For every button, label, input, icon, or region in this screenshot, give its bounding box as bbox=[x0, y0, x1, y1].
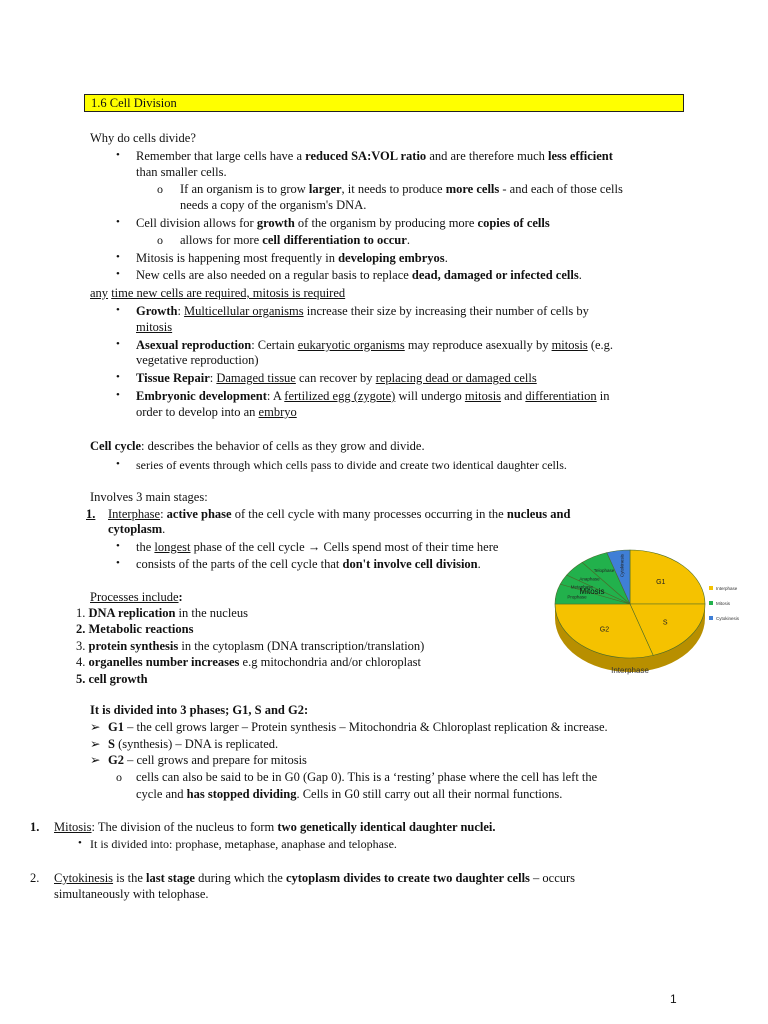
process-item: 1. DNA replication in the nucleus bbox=[76, 606, 248, 620]
bullet-dot: • bbox=[78, 837, 82, 849]
g0-line: cells can also be said to be in G0 (Gap 0). This is a ‘resting’ phase where the cell has left the bbox=[136, 770, 598, 784]
bullet-dot: • bbox=[116, 216, 120, 228]
bullet-dot: • bbox=[116, 557, 120, 569]
bullet-dot: • bbox=[116, 540, 120, 552]
pie-top bbox=[555, 550, 705, 658]
bullet-dot: • bbox=[116, 149, 120, 161]
process-item: 4. organelles number increases e.g mitochondria and/or chloroplast bbox=[76, 655, 421, 669]
involves-heading: Involves 3 main stages: bbox=[90, 490, 208, 504]
pie-group-label-interphase: Interphase bbox=[611, 666, 649, 675]
phase-line: S (synthesis) – DNA is replicated. bbox=[108, 737, 279, 751]
arrow-bullet-icon: ➢ bbox=[90, 720, 101, 734]
bullet-dot: • bbox=[116, 268, 120, 280]
pie-slice-label: G2 bbox=[599, 626, 610, 634]
legend-swatch bbox=[709, 586, 713, 590]
legend-label: Cytokinesis bbox=[716, 616, 740, 621]
bullet-line: New cells are also needed on a regular basis to replace dead, damaged or infected cells. bbox=[136, 268, 582, 282]
bullet-line: the longest phase of the cell cycle → Cells spend most of their time here bbox=[136, 540, 499, 554]
bullet-line: Cell division allows for growth of the organism by producing more copies of cells bbox=[136, 216, 550, 230]
bullet-line: vegetative reproduction) bbox=[136, 353, 259, 367]
bullet-line: Remember that large cells have a reduced SA:VOL ratio and are therefore much less efficient bbox=[136, 149, 613, 163]
pie-slice-label: Cytokinesis bbox=[619, 554, 625, 578]
bullet-line: Tissue Repair: Damaged tissue can recover by replacing dead or damaged cells bbox=[136, 371, 537, 385]
bullet-line: Asexual reproduction: Certain eukaryotic organisms may reproduce asexually by mitosis (e.g. bbox=[136, 338, 614, 352]
sub-bullet-line: allows for more cell differentiation to occur. bbox=[180, 233, 410, 247]
mitosis-line: Mitosis: The division of the nucleus to form two genetically identical daughter nuclei. bbox=[54, 820, 496, 834]
process-item: 5. cell growth bbox=[76, 672, 148, 686]
section-title: 1.6 Cell Division bbox=[91, 96, 177, 110]
pie-slice-label: G1 bbox=[656, 578, 666, 586]
interphase-line: Interphase: active phase of the cell cycle with many processes occurring in the nucleus and bbox=[108, 507, 571, 521]
bullet-line: Mitosis is happening most frequently in developing embryos. bbox=[136, 251, 448, 265]
process-item: 2. Metabolic reactions bbox=[76, 622, 194, 636]
legend-swatch bbox=[709, 601, 713, 605]
sub-bullet: o bbox=[157, 233, 163, 247]
bullet-dot: • bbox=[116, 338, 120, 350]
sub-bullet-line: needs a copy of the organism's DNA. bbox=[180, 198, 367, 212]
phase-line: G1 – the cell grows larger – Protein synthesis – Mitochondria & Chloroplast replication & increase. bbox=[108, 720, 608, 734]
sub-bullet-line: If an organism is to grow larger, it needs to produce more cells - and each of those cells bbox=[180, 182, 623, 196]
legend-swatch bbox=[709, 616, 713, 620]
interphase-line: cytoplasm. bbox=[108, 522, 166, 536]
bullet-line: mitosis bbox=[136, 320, 173, 334]
phases-heading: It is divided into 3 phases; G1, S and G2: bbox=[90, 703, 309, 717]
phase-line: G2 – cell grows and prepare for mitosis bbox=[108, 753, 307, 767]
pie-slice-label: Anaphase bbox=[579, 576, 600, 582]
why-heading: Why do cells divide? bbox=[90, 131, 196, 145]
cell-cycle-pie-chart bbox=[548, 532, 744, 682]
pie-slice-label: S bbox=[662, 619, 668, 627]
sub-bullet: o bbox=[157, 182, 163, 196]
bullet-line: It is divided into: prophase, metaphase, anaphase and telophase. bbox=[90, 837, 397, 851]
legend-label: Interphase bbox=[716, 586, 738, 591]
pie-slice-label: Metaphase bbox=[570, 584, 594, 590]
cell-cycle-def: Cell cycle: describes the behavior of cells as they grow and divide. bbox=[90, 439, 425, 453]
arrow-bullet-icon: ➢ bbox=[90, 737, 101, 751]
bullet-line: than smaller cells. bbox=[136, 165, 227, 179]
bullet-line: Embryonic development: A fertilized egg (zygote) will undergo mitosis and differentiation in bbox=[136, 389, 610, 403]
bullet-dot: • bbox=[116, 304, 120, 316]
bullet-dot: • bbox=[116, 251, 120, 263]
pie-legend bbox=[709, 586, 740, 621]
sub-bullet: o bbox=[116, 770, 122, 784]
bullet-dot: • bbox=[116, 371, 120, 383]
any-line: any time new cells are required, mitosis is required bbox=[90, 286, 346, 300]
processes-heading: Processes include: bbox=[90, 590, 183, 604]
pie-slice-label: Telophase bbox=[593, 567, 615, 573]
pie-slice-g1 bbox=[630, 550, 705, 604]
bullet-line: consists of the parts of the cell cycle that don't involve cell division. bbox=[136, 557, 481, 571]
bullet-dot: • bbox=[116, 458, 120, 470]
bullet-dot: • bbox=[116, 389, 120, 401]
process-item: 3. protein synthesis in the cytoplasm (DNA transcription/translation) bbox=[76, 639, 425, 653]
bullet-line: Growth: Multicellular organisms increase their size by increasing their number of cells by bbox=[136, 304, 589, 318]
g0-line: cycle and has stopped dividing. Cells in G0 still carry out all their normal functions. bbox=[136, 787, 563, 801]
arrow-bullet-icon: ➢ bbox=[90, 753, 101, 767]
pie-group-label-mitosis: Mitosis bbox=[579, 587, 605, 596]
bullet-line: series of events through which cells pass to divide and create two identical daughter cells. bbox=[136, 458, 567, 472]
bullet-line: order to develop into an embryo bbox=[136, 405, 297, 419]
interphase-number: 1. bbox=[86, 507, 96, 521]
cytokinesis-number: 2. bbox=[30, 871, 40, 885]
pie-slice-label: Prophase bbox=[567, 594, 587, 600]
section-title-box bbox=[84, 94, 684, 112]
legend-label: Mitosis bbox=[716, 601, 731, 606]
cytokinesis-line: Cytokinesis is the last stage during which the cytoplasm divides to create two daughter cells – occurs bbox=[54, 871, 576, 885]
page-number: 1 bbox=[670, 992, 677, 1006]
cytokinesis-line: simultaneously with telophase. bbox=[54, 887, 209, 901]
mitosis-number: 1. bbox=[30, 820, 40, 834]
